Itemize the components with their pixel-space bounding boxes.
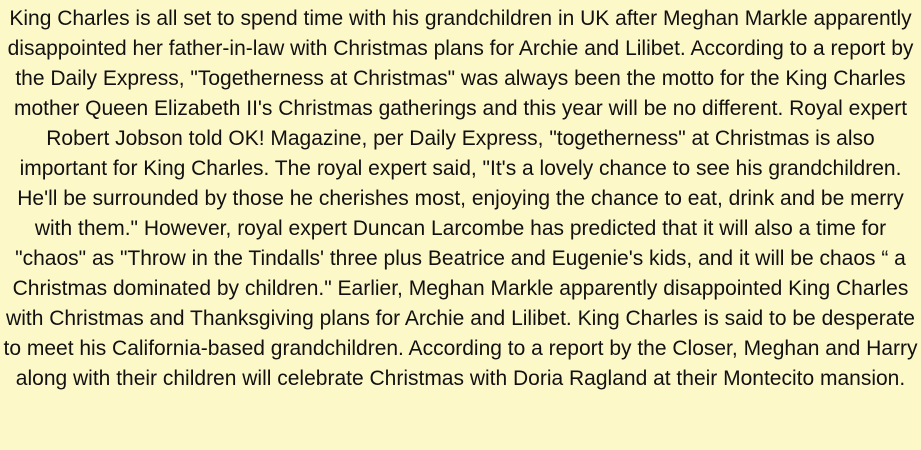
article-body-text: King Charles is all set to spend time with his grandchildren in UK after Meghan Markle apparently disappointed her father-in-law with Christmas plans for Archie and Lilibet. According to a report by the Daily Express, "Togetherness at Christmas" was always been the motto for the King Charles mother Queen Elizabeth II's Christmas gatherings and this year will be no different. Royal expert Robert Jobson told OK! Magazine, per Daily Express, "togetherness" at Christmas is also important for King Charles. The royal expert said, "It's a lovely chance to see his grandchildren. He'll be surrounded by those he cherishes most, enjoying the chance to eat, drink and be merry with them." However, royal expert Duncan Larcombe has predicted that it will also a time for "chaos" as "Throw in the Tindalls' three plus Beatrice and Eugenie's kids, and it will be chaos “ a Christmas dominated by children." Earlier, Meghan Markle apparently disappointed King Charles with Christmas and Thanksgiving plans for Archie and Lilibet. King Charles is said to be desperate to meet his California-based grandchildren. According to a report by the Closer, Meghan and Harry along with their children will celebrate Christmas with Doria Ragland at their Montecito mansion. [3, 7, 918, 390]
